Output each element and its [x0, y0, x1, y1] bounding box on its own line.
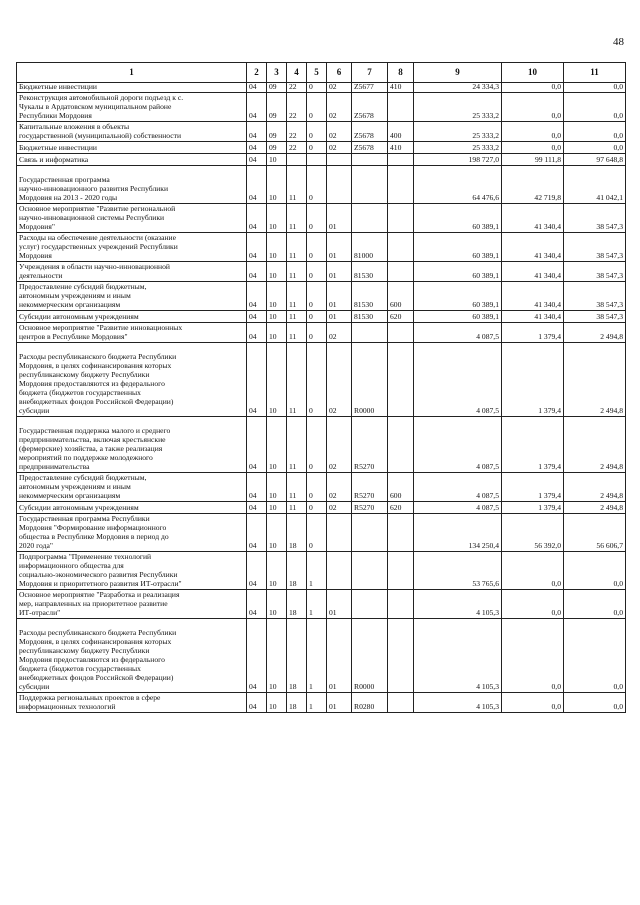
program-code: 11 [287, 204, 307, 233]
subprogram-code: 0 [307, 282, 327, 311]
subprogram-code: 1 [307, 693, 327, 713]
amount-col-9: 4 087,5 [414, 343, 502, 417]
section-code: 04 [247, 473, 267, 502]
budget-item-name: Государственная поддержка малого и среднего предпринимательства, включая крестьянские (фермерские) хозяйства, а также реализация мероприятий по поддержке молодежного предпринимательства [17, 417, 247, 473]
amount-col-10: 0,0 [502, 122, 564, 142]
amount-col-10: 0,0 [502, 619, 564, 693]
program-code [287, 154, 307, 166]
budget-item-name: Расходы республиканского бюджета Республики Мордовия, в целях софинансирования которых республиканскому бюджету Республики Мордовия предоставляются из федерального бюджета (бюджетов государственных внебюджетных фондов Российской Федерации) субсидии [17, 619, 247, 693]
activity-code: 02 [327, 343, 352, 417]
expense-type-code: 600 [388, 473, 414, 502]
budget-item-name: Подпрограмма "Применение технологий информационного общества для социально-экономического развития Республики Мордовия и приоритетного развития ИТ-отрасли" [17, 552, 247, 590]
header-col-6: 6 [327, 63, 352, 83]
amount-col-11: 56 606,7 [564, 514, 626, 552]
expense-direction-code: 81530 [352, 311, 388, 323]
table-row [17, 417, 626, 473]
section-code: 04 [247, 282, 267, 311]
amount-col-9: 60 389,1 [414, 204, 502, 233]
subsection-code: 10 [267, 502, 287, 514]
header-col-9: 9 [414, 63, 502, 83]
subprogram-code: 0 [307, 233, 327, 262]
budget-item-name: Расходы республиканского бюджета Республики Мордовия, в целях софинансирования которых республиканскому бюджету Республики Мордовия предоставляются из федерального бюджета (бюджетов государственных внебюджетных фондов Российской Федерации) субсидии [17, 343, 247, 417]
program-code: 22 [287, 83, 307, 93]
header-col-2: 2 [247, 63, 267, 83]
expense-direction-code [352, 514, 388, 552]
expense-type-code: 620 [388, 502, 414, 514]
table-row [17, 204, 626, 233]
activity-code [327, 154, 352, 166]
header-col-4: 4 [287, 63, 307, 83]
program-code: 11 [287, 473, 307, 502]
amount-col-9: 198 727,0 [414, 154, 502, 166]
subprogram-code: 0 [307, 142, 327, 154]
program-code: 11 [287, 343, 307, 417]
table-row [17, 262, 626, 282]
amount-col-11: 0,0 [564, 93, 626, 122]
header-col-1: 1 [17, 63, 247, 83]
table-row [17, 154, 626, 166]
table-row [17, 311, 626, 323]
section-code: 04 [247, 552, 267, 590]
subsection-code: 09 [267, 122, 287, 142]
table-row [17, 473, 626, 502]
expense-direction-code [352, 323, 388, 343]
table-row [17, 142, 626, 154]
budget-item-name: Государственная программа научно-инновационного развития Республики Мордовия на 2013 - 2020 годы [17, 166, 247, 204]
amount-col-9: 4 105,3 [414, 590, 502, 619]
expense-direction-code: R5270 [352, 417, 388, 473]
expense-direction-code: Z5677 [352, 83, 388, 93]
amount-col-9: 4 105,3 [414, 619, 502, 693]
activity-code: 01 [327, 233, 352, 262]
amount-col-10: 41 340,4 [502, 282, 564, 311]
column-number-row [17, 63, 626, 83]
amount-col-10: 1 379,4 [502, 417, 564, 473]
activity-code: 02 [327, 473, 352, 502]
amount-col-9: 24 334,3 [414, 83, 502, 93]
amount-col-10: 1 379,4 [502, 502, 564, 514]
section-code: 04 [247, 233, 267, 262]
amount-col-9: 4 087,5 [414, 473, 502, 502]
subsection-code: 10 [267, 323, 287, 343]
subprogram-code: 0 [307, 473, 327, 502]
expense-type-code [388, 514, 414, 552]
amount-col-9: 25 333,2 [414, 93, 502, 122]
program-code: 11 [287, 311, 307, 323]
subsection-code: 10 [267, 590, 287, 619]
expense-direction-code: R5270 [352, 473, 388, 502]
program-code: 22 [287, 142, 307, 154]
amount-col-11: 0,0 [564, 83, 626, 93]
activity-code [327, 552, 352, 590]
program-code: 22 [287, 93, 307, 122]
program-code: 18 [287, 619, 307, 693]
subprogram-code: 0 [307, 166, 327, 204]
subsection-code: 10 [267, 343, 287, 417]
expense-type-code [388, 552, 414, 590]
subprogram-code: 0 [307, 323, 327, 343]
program-code: 18 [287, 514, 307, 552]
amount-col-10: 1 379,4 [502, 473, 564, 502]
expense-type-code [388, 619, 414, 693]
program-code: 18 [287, 590, 307, 619]
activity-code: 02 [327, 83, 352, 93]
activity-code: 01 [327, 262, 352, 282]
amount-col-11: 38 547,3 [564, 262, 626, 282]
subsection-code: 09 [267, 93, 287, 122]
expense-type-code: 400 [388, 122, 414, 142]
activity-code: 01 [327, 590, 352, 619]
subsection-code: 10 [267, 233, 287, 262]
section-code: 04 [247, 262, 267, 282]
amount-col-11: 0,0 [564, 619, 626, 693]
activity-code: 02 [327, 93, 352, 122]
amount-col-9: 53 765,6 [414, 552, 502, 590]
expense-direction-code [352, 166, 388, 204]
amount-col-10: 41 340,4 [502, 233, 564, 262]
table-row [17, 122, 626, 142]
activity-code: 02 [327, 502, 352, 514]
table-row [17, 693, 626, 713]
activity-code: 01 [327, 311, 352, 323]
expense-direction-code: Z5678 [352, 93, 388, 122]
amount-col-11: 0,0 [564, 122, 626, 142]
program-code: 11 [287, 233, 307, 262]
table-row [17, 282, 626, 311]
subsection-code: 10 [267, 282, 287, 311]
table-row [17, 83, 626, 93]
table-row [17, 93, 626, 122]
budget-item-name: Капитальные вложения в объекты государственной (муниципальной) собственности [17, 122, 247, 142]
table-row [17, 166, 626, 204]
section-code: 04 [247, 323, 267, 343]
activity-code: 01 [327, 693, 352, 713]
amount-col-9: 4 087,5 [414, 323, 502, 343]
expense-type-code [388, 323, 414, 343]
table-row [17, 233, 626, 262]
header-col-8: 8 [388, 63, 414, 83]
budget-item-name: Предоставление субсидий бюджетным, автономным учреждениям и иным некоммерческим организациям [17, 473, 247, 502]
subsection-code: 10 [267, 514, 287, 552]
activity-code: 01 [327, 204, 352, 233]
expense-type-code: 410 [388, 83, 414, 93]
activity-code: 01 [327, 282, 352, 311]
expense-type-code [388, 262, 414, 282]
budget-item-name: Предоставление субсидий бюджетным, автономным учреждениям и иным некоммерческим организациям [17, 282, 247, 311]
amount-col-11: 38 547,3 [564, 204, 626, 233]
subprogram-code: 0 [307, 343, 327, 417]
subsection-code: 10 [267, 204, 287, 233]
section-code: 04 [247, 83, 267, 93]
activity-code: 02 [327, 122, 352, 142]
subprogram-code: 0 [307, 122, 327, 142]
amount-col-11: 0,0 [564, 552, 626, 590]
amount-col-10: 0,0 [502, 693, 564, 713]
expense-direction-code: Z5678 [352, 122, 388, 142]
subsection-code: 10 [267, 473, 287, 502]
subprogram-code: 0 [307, 417, 327, 473]
program-code: 11 [287, 417, 307, 473]
page-number: 48 [613, 36, 624, 48]
amount-col-9: 60 389,1 [414, 311, 502, 323]
section-code: 04 [247, 343, 267, 417]
table-row [17, 323, 626, 343]
expense-direction-code [352, 204, 388, 233]
budget-item-name: Расходы на обеспечение деятельности (оказание услуг) государственных учреждений Республики Мордовия [17, 233, 247, 262]
activity-code: 02 [327, 323, 352, 343]
subprogram-code: 0 [307, 83, 327, 93]
amount-col-9: 25 333,2 [414, 142, 502, 154]
program-code: 11 [287, 166, 307, 204]
amount-col-10: 0,0 [502, 552, 564, 590]
amount-col-10: 99 111,8 [502, 154, 564, 166]
program-code: 18 [287, 693, 307, 713]
expense-direction-code: Z5678 [352, 142, 388, 154]
subsection-code: 10 [267, 693, 287, 713]
table-row [17, 514, 626, 552]
expense-direction-code: R5270 [352, 502, 388, 514]
expense-type-code [388, 154, 414, 166]
section-code: 04 [247, 693, 267, 713]
amount-col-9: 134 250,4 [414, 514, 502, 552]
budget-item-name: Поддержка региональных проектов в сфере информационных технологий [17, 693, 247, 713]
subsection-code: 10 [267, 417, 287, 473]
activity-code: 02 [327, 142, 352, 154]
expense-direction-code: 81530 [352, 282, 388, 311]
amount-col-11: 41 042,1 [564, 166, 626, 204]
header-col-11: 11 [564, 63, 626, 83]
expense-direction-code: 81000 [352, 233, 388, 262]
amount-col-10: 41 340,4 [502, 262, 564, 282]
expense-type-code [388, 590, 414, 619]
budget-item-name: Основное мероприятие "Развитие инновационных центров в Республике Мордовия" [17, 323, 247, 343]
subprogram-code: 0 [307, 93, 327, 122]
section-code: 04 [247, 93, 267, 122]
subprogram-code: 0 [307, 514, 327, 552]
amount-col-11: 97 648,8 [564, 154, 626, 166]
section-code: 04 [247, 311, 267, 323]
budget-item-name: Связь и информатика [17, 154, 247, 166]
budget-item-name: Реконструкция автомобильной дороги подъезд к с. Чукалы в Ардатовском муниципальном районе Республики Мордовия [17, 93, 247, 122]
section-code: 04 [247, 142, 267, 154]
subsection-code: 09 [267, 83, 287, 93]
expense-direction-code [352, 154, 388, 166]
subprogram-code: 0 [307, 204, 327, 233]
subprogram-code: 1 [307, 590, 327, 619]
section-code: 04 [247, 122, 267, 142]
table-row [17, 343, 626, 417]
expense-direction-code: R0000 [352, 343, 388, 417]
subsection-code: 10 [267, 262, 287, 282]
amount-col-10: 0,0 [502, 83, 564, 93]
subsection-code: 10 [267, 154, 287, 166]
amount-col-9: 4 105,3 [414, 693, 502, 713]
amount-col-11: 2 494,8 [564, 473, 626, 502]
amount-col-10: 41 340,4 [502, 204, 564, 233]
subprogram-code [307, 154, 327, 166]
expense-type-code [388, 166, 414, 204]
table-row [17, 502, 626, 514]
subprogram-code: 1 [307, 552, 327, 590]
subprogram-code: 0 [307, 311, 327, 323]
expense-type-code [388, 93, 414, 122]
amount-col-11: 0,0 [564, 693, 626, 713]
subprogram-code: 1 [307, 619, 327, 693]
subprogram-code: 0 [307, 502, 327, 514]
subsection-code: 10 [267, 619, 287, 693]
budget-item-name: Государственная программа Республики Мордовия "Формирование информационного общества в Республике Мордовия в период до 2020 года" [17, 514, 247, 552]
activity-code: 01 [327, 619, 352, 693]
subsection-code: 10 [267, 311, 287, 323]
program-code: 11 [287, 282, 307, 311]
header-col-3: 3 [267, 63, 287, 83]
amount-col-9: 60 389,1 [414, 282, 502, 311]
subsection-code: 10 [267, 166, 287, 204]
amount-col-9: 60 389,1 [414, 233, 502, 262]
amount-col-11: 38 547,3 [564, 311, 626, 323]
expense-type-code: 620 [388, 311, 414, 323]
section-code: 04 [247, 204, 267, 233]
amount-col-11: 0,0 [564, 590, 626, 619]
activity-code [327, 166, 352, 204]
section-code: 04 [247, 166, 267, 204]
program-code: 11 [287, 502, 307, 514]
subprogram-code: 0 [307, 262, 327, 282]
expense-type-code: 410 [388, 142, 414, 154]
section-code: 04 [247, 417, 267, 473]
amount-col-9: 64 476,6 [414, 166, 502, 204]
expense-direction-code [352, 552, 388, 590]
subsection-code: 10 [267, 552, 287, 590]
expense-type-code: 600 [388, 282, 414, 311]
activity-code: 02 [327, 417, 352, 473]
amount-col-9: 60 389,1 [414, 262, 502, 282]
amount-col-10: 56 392,0 [502, 514, 564, 552]
budget-item-name: Субсидии автономным учреждениям [17, 502, 247, 514]
budget-item-name: Бюджетные инвестиции [17, 83, 247, 93]
table-row [17, 590, 626, 619]
table-row [17, 619, 626, 693]
expense-type-code [388, 693, 414, 713]
budget-item-name: Основное мероприятие "Разработка и реализация мер, направленных на приоритетное развитие ИТ-отрасли" [17, 590, 247, 619]
budget-item-name: Учреждения в области научно-инновационной деятельности [17, 262, 247, 282]
expense-type-code [388, 204, 414, 233]
amount-col-10: 1 379,4 [502, 323, 564, 343]
amount-col-10: 1 379,4 [502, 343, 564, 417]
amount-col-9: 4 087,5 [414, 502, 502, 514]
amount-col-11: 2 494,8 [564, 417, 626, 473]
expense-direction-code: 81530 [352, 262, 388, 282]
program-code: 22 [287, 122, 307, 142]
section-code: 04 [247, 154, 267, 166]
section-code: 04 [247, 502, 267, 514]
program-code: 11 [287, 323, 307, 343]
amount-col-11: 2 494,8 [564, 502, 626, 514]
amount-col-10: 0,0 [502, 142, 564, 154]
section-code: 04 [247, 619, 267, 693]
header-col-5: 5 [307, 63, 327, 83]
amount-col-9: 4 087,5 [414, 417, 502, 473]
budget-item-name: Субсидии автономным учреждениям [17, 311, 247, 323]
subsection-code: 09 [267, 142, 287, 154]
activity-code [327, 514, 352, 552]
section-code: 04 [247, 590, 267, 619]
budget-item-name: Бюджетные инвестиции [17, 142, 247, 154]
amount-col-10: 41 340,4 [502, 311, 564, 323]
amount-col-11: 2 494,8 [564, 343, 626, 417]
amount-col-10: 42 719,8 [502, 166, 564, 204]
expense-type-code [388, 417, 414, 473]
expense-direction-code: R0000 [352, 619, 388, 693]
header-col-7: 7 [352, 63, 388, 83]
expense-type-code [388, 233, 414, 262]
amount-col-11: 38 547,3 [564, 282, 626, 311]
amount-col-11: 0,0 [564, 142, 626, 154]
amount-col-10: 0,0 [502, 93, 564, 122]
header-col-10: 10 [502, 63, 564, 83]
program-code: 18 [287, 552, 307, 590]
amount-col-11: 2 494,8 [564, 323, 626, 343]
amount-col-9: 25 333,2 [414, 122, 502, 142]
budget-item-name: Основное мероприятие "Развитие региональной научно-инновационной системы Республики Мордовия" [17, 204, 247, 233]
program-code: 11 [287, 262, 307, 282]
table-row [17, 552, 626, 590]
section-code: 04 [247, 514, 267, 552]
expense-type-code [388, 343, 414, 417]
budget-table [16, 62, 626, 713]
amount-col-10: 0,0 [502, 590, 564, 619]
expense-direction-code [352, 590, 388, 619]
amount-col-11: 38 547,3 [564, 233, 626, 262]
expense-direction-code: R0280 [352, 693, 388, 713]
